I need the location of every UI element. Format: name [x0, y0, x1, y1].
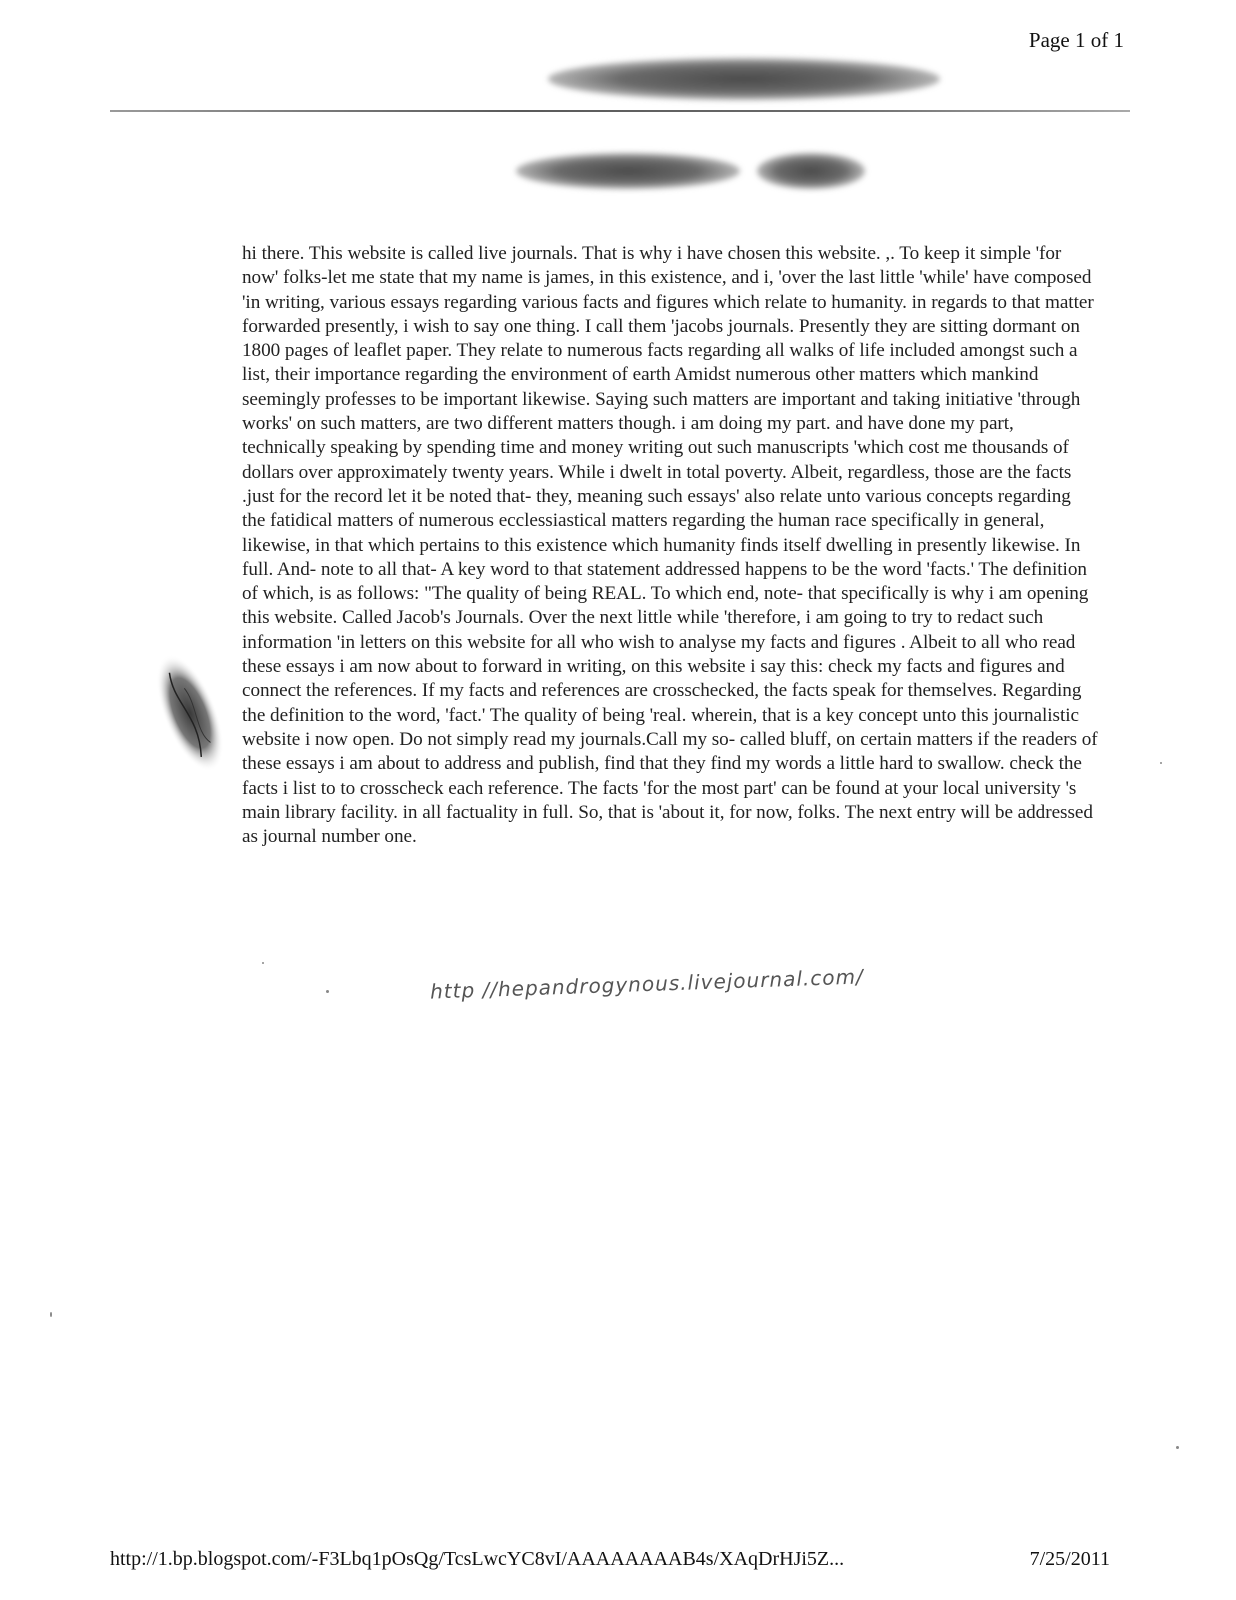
margin-smudge-mark — [127, 637, 254, 789]
scan-speck — [50, 1312, 52, 1317]
redacted-title-smudge-small — [757, 153, 865, 189]
footer-date: 7/25/2011 — [1029, 1548, 1110, 1570]
header-rule — [110, 110, 1130, 112]
handwritten-url: http //hepandrogynous.livejournal.com/ — [429, 964, 865, 1004]
footer-source-url: http://1.bp.blogspot.com/-F3Lbq1pOsQg/TcsLwcYC8vI/AAAAAAAAB4s/XAqDrHJi5Z... — [110, 1548, 845, 1570]
redacted-header-smudge — [548, 58, 940, 100]
page-number: Page 1 of 1 — [1028, 28, 1124, 52]
journal-body-text: hi there. This website is called live journals. That is why i have chosen this website. ,. To keep it simple 'for now' folks-let me state that my name is james, in this existence, and i, 'over the last little 'while' have composed 'in writing, various essays regarding various facts and figures which relate to humanity. in regards to that matter forwarded presently, i wish to say one thing. I call them 'jacobs journals. Presently they are sitting dormant on 1800 pages of leaflet paper. They relate to numerous facts regarding all walks of life included amongst such a list, their importance regarding the environment of earth Amidst numerous other matters which mankind seemingly professes to be important likewise. Saying such matters are important and taking initiative 'through works' on such matters, are two different matters though. i am doing my part. and have done my part, technically speaking by spending time and money writing out such manuscripts 'which cost me thousands of dollars over approximately twenty years. While i dwelt in total poverty. Albeit, regardless, those are the facts .just for the record let it be noted that- they, meaning such essays' also relate unto various concepts regarding the fatidical matters of numerous ecclessiastical matters regarding the human race specifically in general, likewise, in that which pertains to this existence which humanity finds itself dwelling in presently likewise. In full. And- note to all that- A key word to that statement addressed happens to be the word 'facts.' The definition of which, is as follows: "The quality of being REAL. To which end, note- that specifically is why i am opening this website. Called Jacob's Journals. Over the next little while 'therefore, i am going to try to redact such information 'in letters on this website for all who wish to analyse my facts and figures . Albeit to all who read these essays i am now about to forward in writing, on this website i say this: check my facts and figures and connect the references. If my facts and references are crosschecked, the facts speak for themselves. Regarding the definition to the word, 'fact.' The quality of being 'real. wherein, that is a key concept unto this journalistic website i now open. Do not simply read my journals.Call my so- called bluff, on certain matters if the readers of these essays i am about to address and publish, find that they find my words a little hard to swallow. check the facts i list to to crosscheck each reference. The facts 'for the most part' can be found at your local university 's main library facility. in all factuality in full. So, that is 'about it, for now, folks. The next entry will be addressed as journal number one. — [242, 243, 1098, 848]
redacted-title-smudge — [516, 153, 740, 189]
scan-speck — [1176, 1446, 1179, 1449]
scan-speck — [1160, 762, 1162, 764]
scan-speck — [326, 990, 329, 993]
scan-speck — [262, 962, 264, 964]
